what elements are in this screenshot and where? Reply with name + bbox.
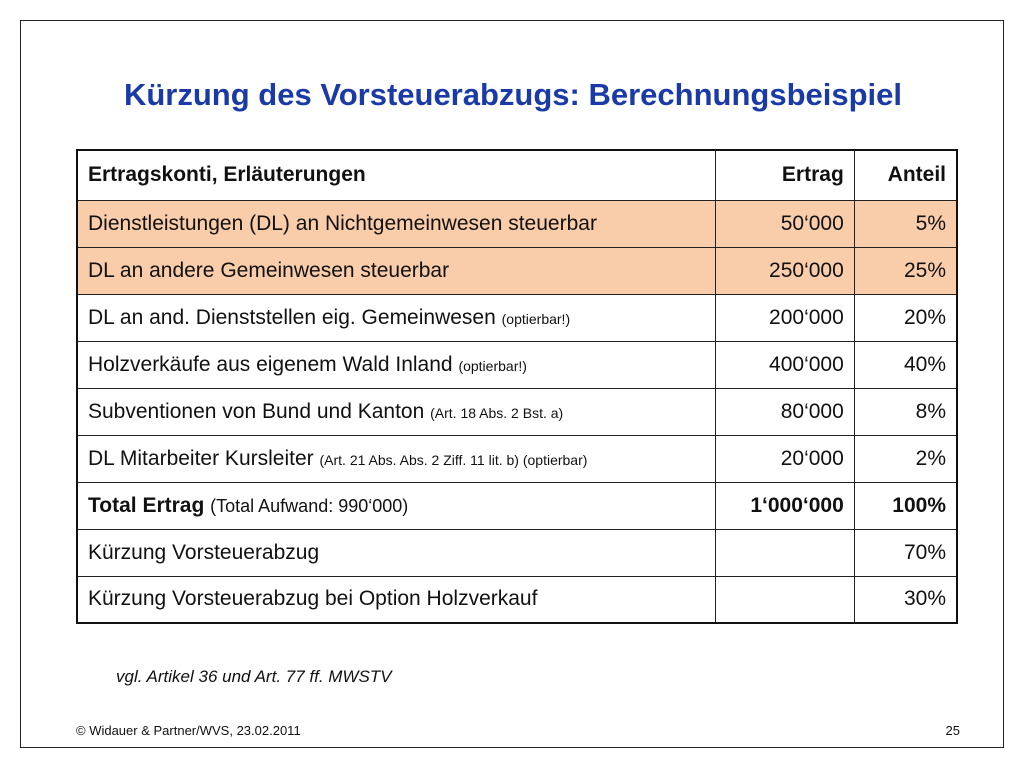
- kuerzung-row: [77, 529, 957, 576]
- total-description: [77, 482, 716, 529]
- row-note: (optierbar!): [458, 357, 527, 374]
- row-anteil: 40%: [854, 341, 957, 388]
- kuerzung-ertrag: [716, 529, 855, 576]
- kuerzung-label: Kürzung Vorsteuerabzug: [77, 529, 716, 576]
- row-description: [77, 435, 716, 482]
- table-row: [77, 388, 957, 435]
- kuerzung-option-label: Kürzung Vorsteuerabzug bei Option Holzverkauf: [77, 576, 716, 623]
- footer-copyright: © Widauer & Partner/WVS, 23.02.2011: [76, 723, 301, 738]
- total-note: (Total Aufwand: 990‘000): [210, 495, 409, 516]
- row-description: [77, 341, 716, 388]
- row-label: DL an and. Dienststellen eig. Gemeinwesen: [88, 305, 496, 329]
- table-row: [77, 200, 957, 247]
- row-description: [77, 247, 716, 294]
- table-header-row: [77, 150, 957, 200]
- row-ertrag: 250‘000: [716, 247, 855, 294]
- footer-page-number: 25: [945, 723, 960, 738]
- row-description: [77, 200, 716, 247]
- total-ertrag: 1‘000‘000: [716, 482, 855, 529]
- kuerzung-anteil: 70%: [854, 529, 957, 576]
- table-row: [77, 294, 957, 341]
- row-label: Holzverkäufe aus eigenem Wald Inland: [88, 352, 453, 376]
- reference-note: vgl. Artikel 36 und Art. 77 ff. MWSTV: [116, 667, 392, 686]
- row-description: [77, 294, 716, 341]
- row-note: (Art. 21 Abs. Abs. 2 Ziff. 11 lit. b) (optierbar): [319, 451, 588, 468]
- total-label: Total Ertrag: [88, 493, 205, 517]
- row-anteil: 2%: [854, 435, 957, 482]
- table-row: [77, 435, 957, 482]
- row-ertrag: 50‘000: [716, 200, 855, 247]
- table-row: [77, 341, 957, 388]
- row-anteil: 25%: [854, 247, 957, 294]
- row-anteil: 20%: [854, 294, 957, 341]
- row-ertrag: 80‘000: [716, 388, 855, 435]
- row-label: DL an andere Gemeinwesen steuerbar: [88, 258, 450, 282]
- slide-title: Kürzung des Vorsteuerabzugs: Berechnungsbeispiel: [123, 77, 902, 112]
- row-description: [77, 388, 716, 435]
- row-anteil: 8%: [854, 388, 957, 435]
- calculation-table: [76, 149, 958, 624]
- row-anteil: 5%: [854, 200, 957, 247]
- table-row: [77, 247, 957, 294]
- row-note: (optierbar!): [501, 310, 571, 327]
- total-anteil: 100%: [854, 482, 957, 529]
- row-label: DL Mitarbeiter Kursleiter: [88, 446, 314, 470]
- header-ertragskonti: Ertragskonti, Erläuterungen: [77, 150, 716, 200]
- row-ertrag: 400‘000: [716, 341, 855, 388]
- row-label: Subventionen von Bund und Kanton: [88, 399, 425, 423]
- header-anteil: Anteil: [854, 150, 957, 200]
- row-ertrag: 200‘000: [716, 294, 855, 341]
- total-row: [77, 482, 957, 529]
- kuerzung-option-anteil: 30%: [854, 576, 957, 623]
- row-note: (Art. 18 Abs. 2 Bst. a): [430, 404, 564, 421]
- kuerzung-option-row: [77, 576, 957, 623]
- kuerzung-option-ertrag: [716, 576, 855, 623]
- row-label: Dienstleistungen (DL) an Nichtgemeinwesen steuerbar: [88, 211, 597, 235]
- header-ertrag: Ertrag: [716, 150, 855, 200]
- slide: [20, 20, 1004, 748]
- row-ertrag: 20‘000: [716, 435, 855, 482]
